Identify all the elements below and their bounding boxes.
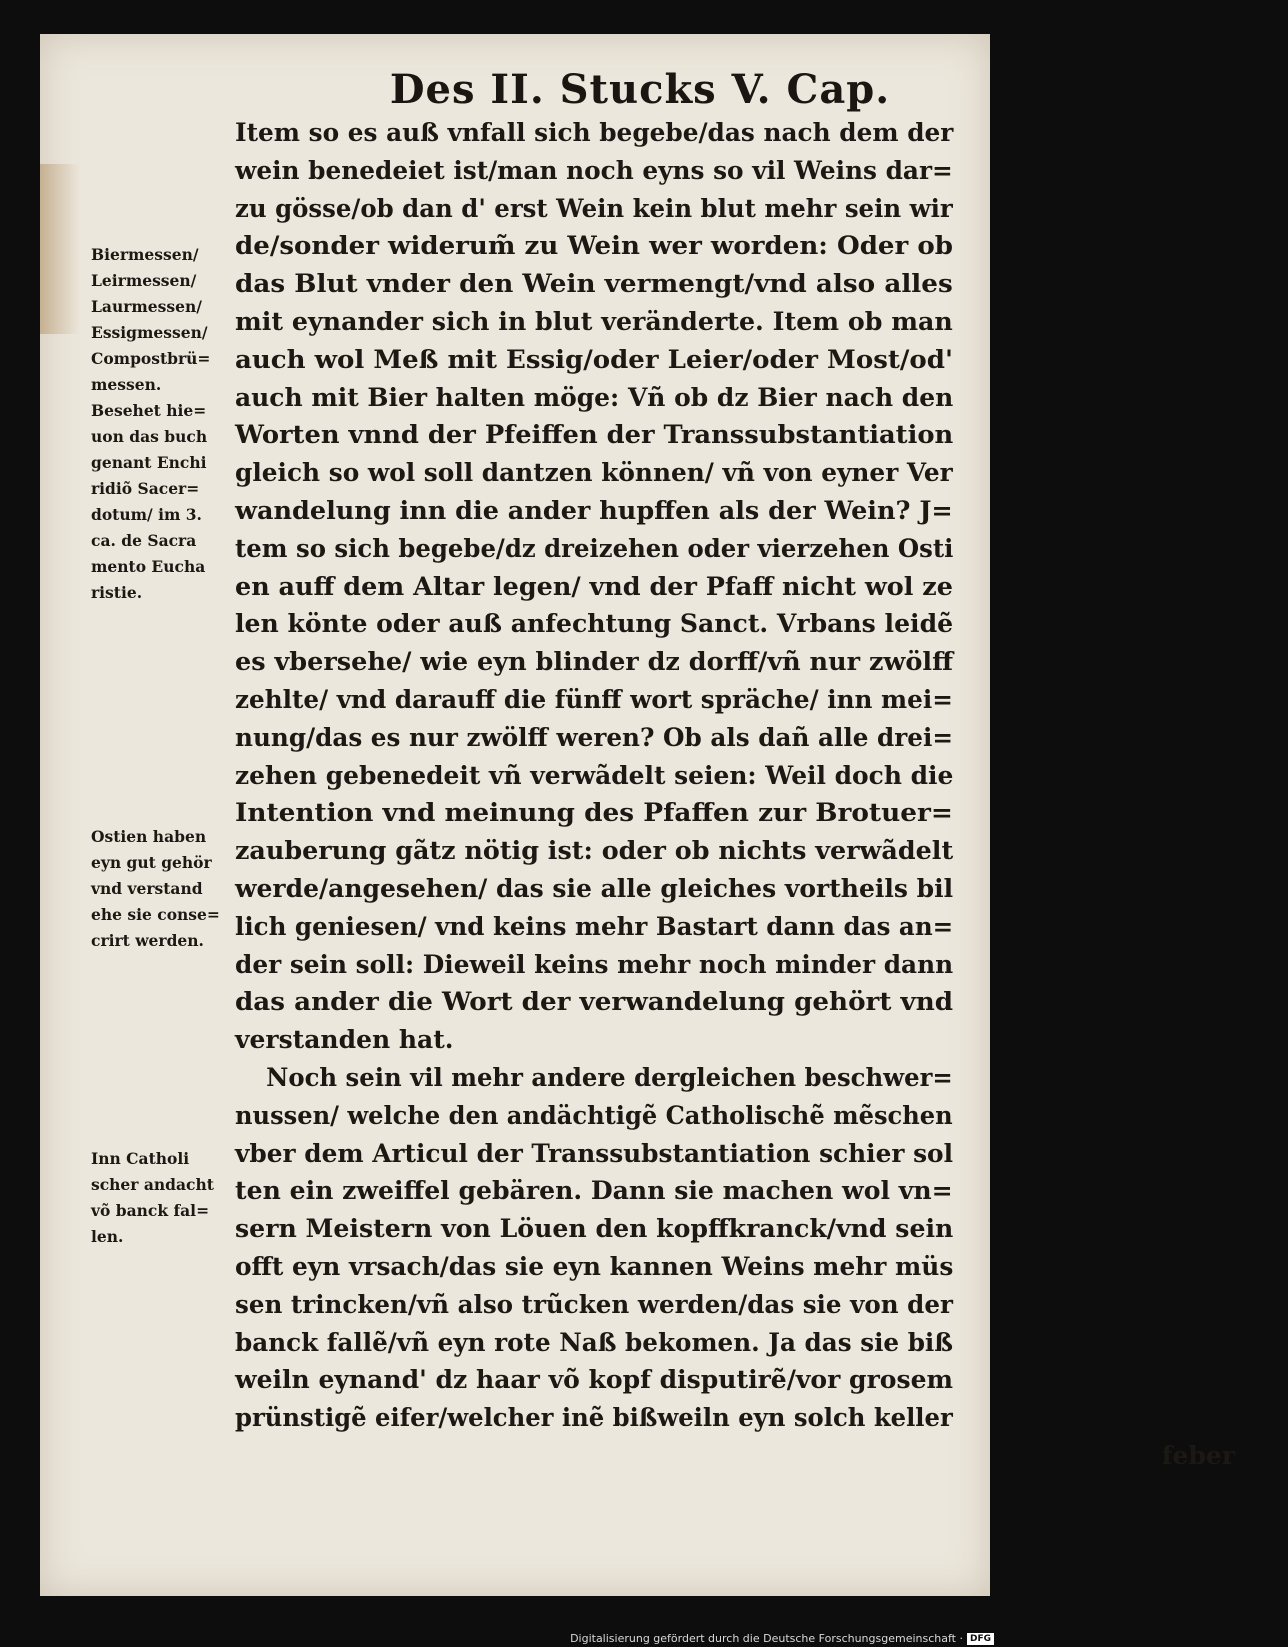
marginal-note-1 (91, 242, 241, 606)
page-stain (40, 164, 80, 334)
text-line: werde/angesehen/ das sie alle gleiches vortheils bil (235, 873, 954, 903)
note-line: Biermessen/ (91, 245, 199, 264)
note-line: Essigmessen/ (91, 323, 208, 342)
note-line: Inn Catholi (91, 1149, 190, 1168)
text-line: es vbersehe/ wie eyn blinder dz dorff/vñ nur zwölff (235, 647, 954, 677)
note-line: Laurmessen/ (91, 297, 202, 316)
book-page (40, 34, 1235, 1596)
text-line: wandelung inn die ander hupffen als der Wein? J= (235, 495, 953, 525)
note-line: messen. (91, 375, 162, 394)
note-line: genant Enchi (91, 453, 207, 472)
note-line: ridiõ Sacer= (91, 479, 200, 498)
note-line: Besehet hie= (91, 401, 207, 420)
text-line: auch wol Meß mit Essig/oder Leier/oder Most/od' (235, 344, 953, 374)
digitization-credit (570, 1632, 994, 1645)
text-line: sen trincken/vñ also trũcken werden/das sie von der (235, 1289, 953, 1319)
text-line: offt eyn vrsach/das sie eyn kannen Weins mehr müs (235, 1251, 954, 1281)
text-line: en auff dem Altar legen/ vnd der Pfaff nicht wol ze (235, 571, 953, 601)
note-line: võ banck fal= (91, 1201, 210, 1220)
text-line: wein benedeiet ist/man noch eyns so vil Weins dar= (235, 155, 953, 185)
text-line: mit eynander sich in blut veränderte. Item ob man (235, 306, 953, 336)
text-line: tem so sich begebe/dz dreizehen oder vierzehen Osti (235, 533, 954, 563)
note-line: ehe sie conse= (91, 905, 220, 924)
text-line: nussen/ welche den andächtigẽ Catholischẽ mẽschen (235, 1100, 953, 1130)
marginal-note-2 (91, 824, 241, 954)
body-text (235, 114, 1235, 1475)
note-line: mento Eucha (91, 557, 206, 576)
note-line: dotum/ im 3. (91, 505, 202, 524)
note-line: eyn gut gehör (91, 853, 212, 872)
note-line: Ostien haben (91, 827, 207, 846)
running-head: Des II. Stucks V. Cap. (389, 66, 891, 113)
text-line: de/sonder widerum̃ zu Wein wer worden: Oder ob (235, 231, 953, 261)
text-line: der sein soll: Dieweil keins mehr noch minder dann (235, 949, 954, 979)
text-line: Item so es auß vnfall sich begebe/das nach dem der (235, 118, 954, 147)
text-line: prünstigẽ eifer/welcher inẽ bißweiln eyn solch keller (235, 1403, 953, 1433)
text-line: Noch sein vil mehr andere dergleichen beschwer= (266, 1062, 953, 1092)
text-line: ten ein zweiffel gebären. Dann sie machen wol vn= (235, 1176, 953, 1206)
text-line: Worten vnnd der Pfeiffen der Transsubstantiation (235, 420, 954, 450)
text-line: zauberung gãtz nötig ist: oder ob nichts verwãdelt (235, 836, 954, 866)
text-line: zu gösse/ob dan d' erst Wein kein blut mehr sein wir (235, 193, 953, 223)
note-line: Leirmessen/ (91, 271, 197, 290)
text-line: banck fallẽ/vñ eyn rote Naß bekomen. Ja das sie biß (235, 1327, 954, 1357)
text-line: zehlte/ vnd darauff die fünff wort spräche/ inn mei= (235, 684, 953, 714)
text-line: auch mit Bier halten möge: Vñ ob dz Bier nach den (235, 382, 954, 412)
note-line: scher andacht (91, 1175, 214, 1194)
text-line: feber (1161, 1440, 1235, 1470)
text-line: vber dem Articul der Transsubstantiation schier sol (235, 1138, 953, 1168)
note-line: ca. de Sacra (91, 531, 197, 550)
text-line: weiln eynand' dz haar võ kopf disputirẽ/vor grosem (235, 1365, 954, 1395)
note-line: uon das buch (91, 427, 208, 446)
text-line: das Blut vnder den Wein vermengt/vnd also alles (235, 269, 953, 299)
marginal-note-3 (91, 1146, 241, 1250)
credit-text: Digitalisierung gefördert durch die Deutsche Forschungsgemeinschaft · (570, 1632, 963, 1645)
text-line: verstanden hat. (235, 1025, 454, 1055)
note-line: len. (91, 1227, 124, 1246)
text-line: nung/das es nur zwölff weren? Ob als dañ alle drei= (235, 722, 954, 752)
note-line: Compostbrü= (91, 349, 211, 368)
text-line: len könte oder auß anfechtung Sanct. Vrbans leidẽ (235, 609, 954, 639)
note-line: crirt werden. (91, 931, 204, 950)
dfg-logo: DFG (967, 1633, 994, 1645)
note-line: vnd verstand (91, 879, 203, 898)
text-line: sern Meistern von Löuen den kopffkranck/vnd sein (235, 1214, 954, 1244)
text-line: das ander die Wort der verwandelung gehört vnd (235, 987, 954, 1017)
note-line: ristie. (91, 583, 143, 602)
text-line: lich geniesen/ vnd keins mehr Bastart dann das an= (235, 911, 954, 941)
text-line: zehen gebenedeit vñ verwãdelt seien: Weil doch die (235, 760, 954, 790)
text-line: Intention vnd meinung des Pfaffen zur Brotuer= (235, 798, 953, 828)
text-line: gleich so wol soll dantzen können/ vñ von eyner Ver (235, 458, 953, 488)
